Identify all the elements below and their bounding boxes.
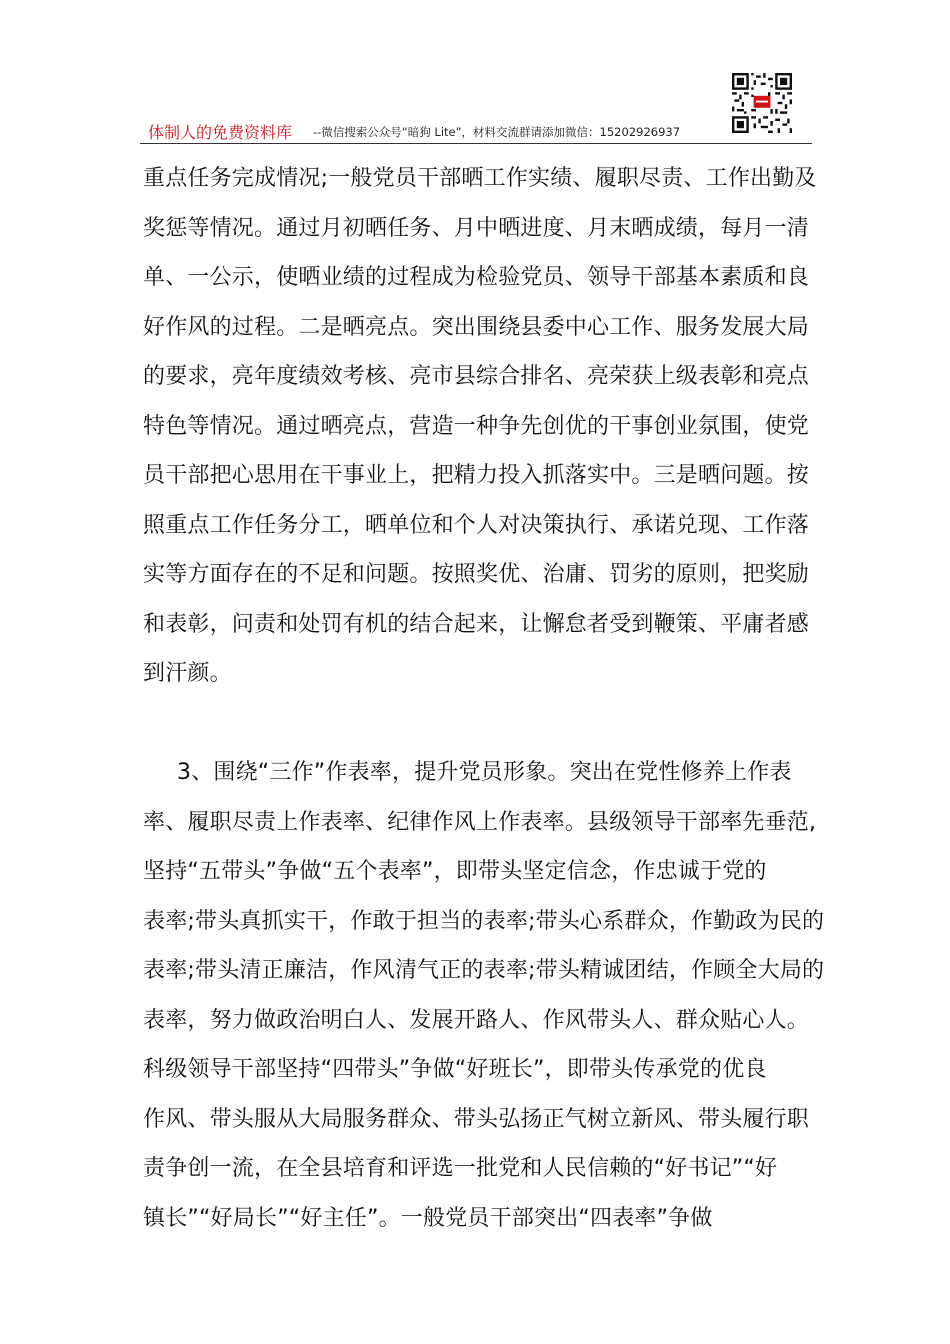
text-line: 科级领导干部坚持“四带头”争做“好班长”，即带头传承党的优良 <box>143 1057 767 1082</box>
text-line: 3、围绕“三作”作表率，提升党员形象。突出在党性修养上作表 <box>177 760 792 785</box>
text-line: 坚持“五带头”争做“五个表率”，即带头坚定信念，作忠诚于党的 <box>143 859 767 884</box>
text-line: 责争创一流，在全县培育和评选一批党和人民信赖的“好书记”“好 <box>143 1156 778 1181</box>
text-line: 到汗颜。 <box>143 661 232 686</box>
paragraph-performance <box>143 154 817 699</box>
text-line: 镇长”“好局长”“好主任”。一般党员干部突出“四表率”争做 <box>143 1205 713 1231</box>
header-wechat-note: --微信搜索公众号“暗狗 Lite”，材料交流群请添加微信：15202926937 <box>313 125 681 139</box>
text-line: 的要求，亮年度绩效考核、亮市县综合排名、亮荣获上级表彰和亮点 <box>143 364 810 389</box>
text-line: 单、一公示，使晒业绩的过程成为检验党员、领导干部基本素质和良 <box>143 265 810 290</box>
document-body <box>143 154 825 1243</box>
paragraph-role-model <box>143 748 825 1243</box>
text-line: 表率，努力做政治明白人、发展开路人、作风带头人、群众贴心人。 <box>143 1007 810 1033</box>
text-line: 实等方面存在的不足和问题。按照奖优、治庸、罚劣的原则，把奖励 <box>143 562 810 587</box>
text-line: 奖惩等情况。通过月初晒任务、月中晒进度、月末晒成绩，每月一清 <box>143 215 810 241</box>
text-line: 重点任务完成情况;一般党员干部晒工作实绩、履职尽责、工作出勤及 <box>143 166 817 191</box>
text-line: 特色等情况。通过晒亮点，营造一种争先创优的干事创业氛围，使党 <box>143 413 810 439</box>
text-line: 好作风的过程。二是晒亮点。突出围绕县委中心工作、服务发展大局 <box>143 314 810 340</box>
text-line: 员干部把心思用在干事业上，把精力投入抓落实中。三是晒问题。按 <box>143 463 810 488</box>
paragraph-spacer <box>143 699 813 749</box>
text-line: 作风、带头服从大局服务群众、带头弘扬正气树立新风、带头履行职 <box>143 1106 810 1132</box>
header-divider <box>140 143 812 144</box>
page-header <box>140 68 812 144</box>
text-line: 表率;带头清正廉洁，作风清气正的表率;带头精诚团结，作顾全大局的 <box>143 958 825 983</box>
text-line: 表率;带头真抓实干，作敢于担当的表率;带头心系群众，作勤政为民的 <box>143 908 825 934</box>
header-brand-title: 体制人的免费资料库 <box>148 123 293 142</box>
text-line: 和表彰，问责和处罚有机的结合起来，让懈怠者受到鞭策、平庸者感 <box>143 611 810 637</box>
text-line: 率、履职尽责上作表率、纪律作风上作表率。县级领导干部率先垂范, <box>143 809 817 835</box>
text-line: 照重点工作任务分工，晒单位和个人对决策执行、承诺兑现、工作落 <box>143 512 810 538</box>
qr-code-icon <box>732 73 792 133</box>
